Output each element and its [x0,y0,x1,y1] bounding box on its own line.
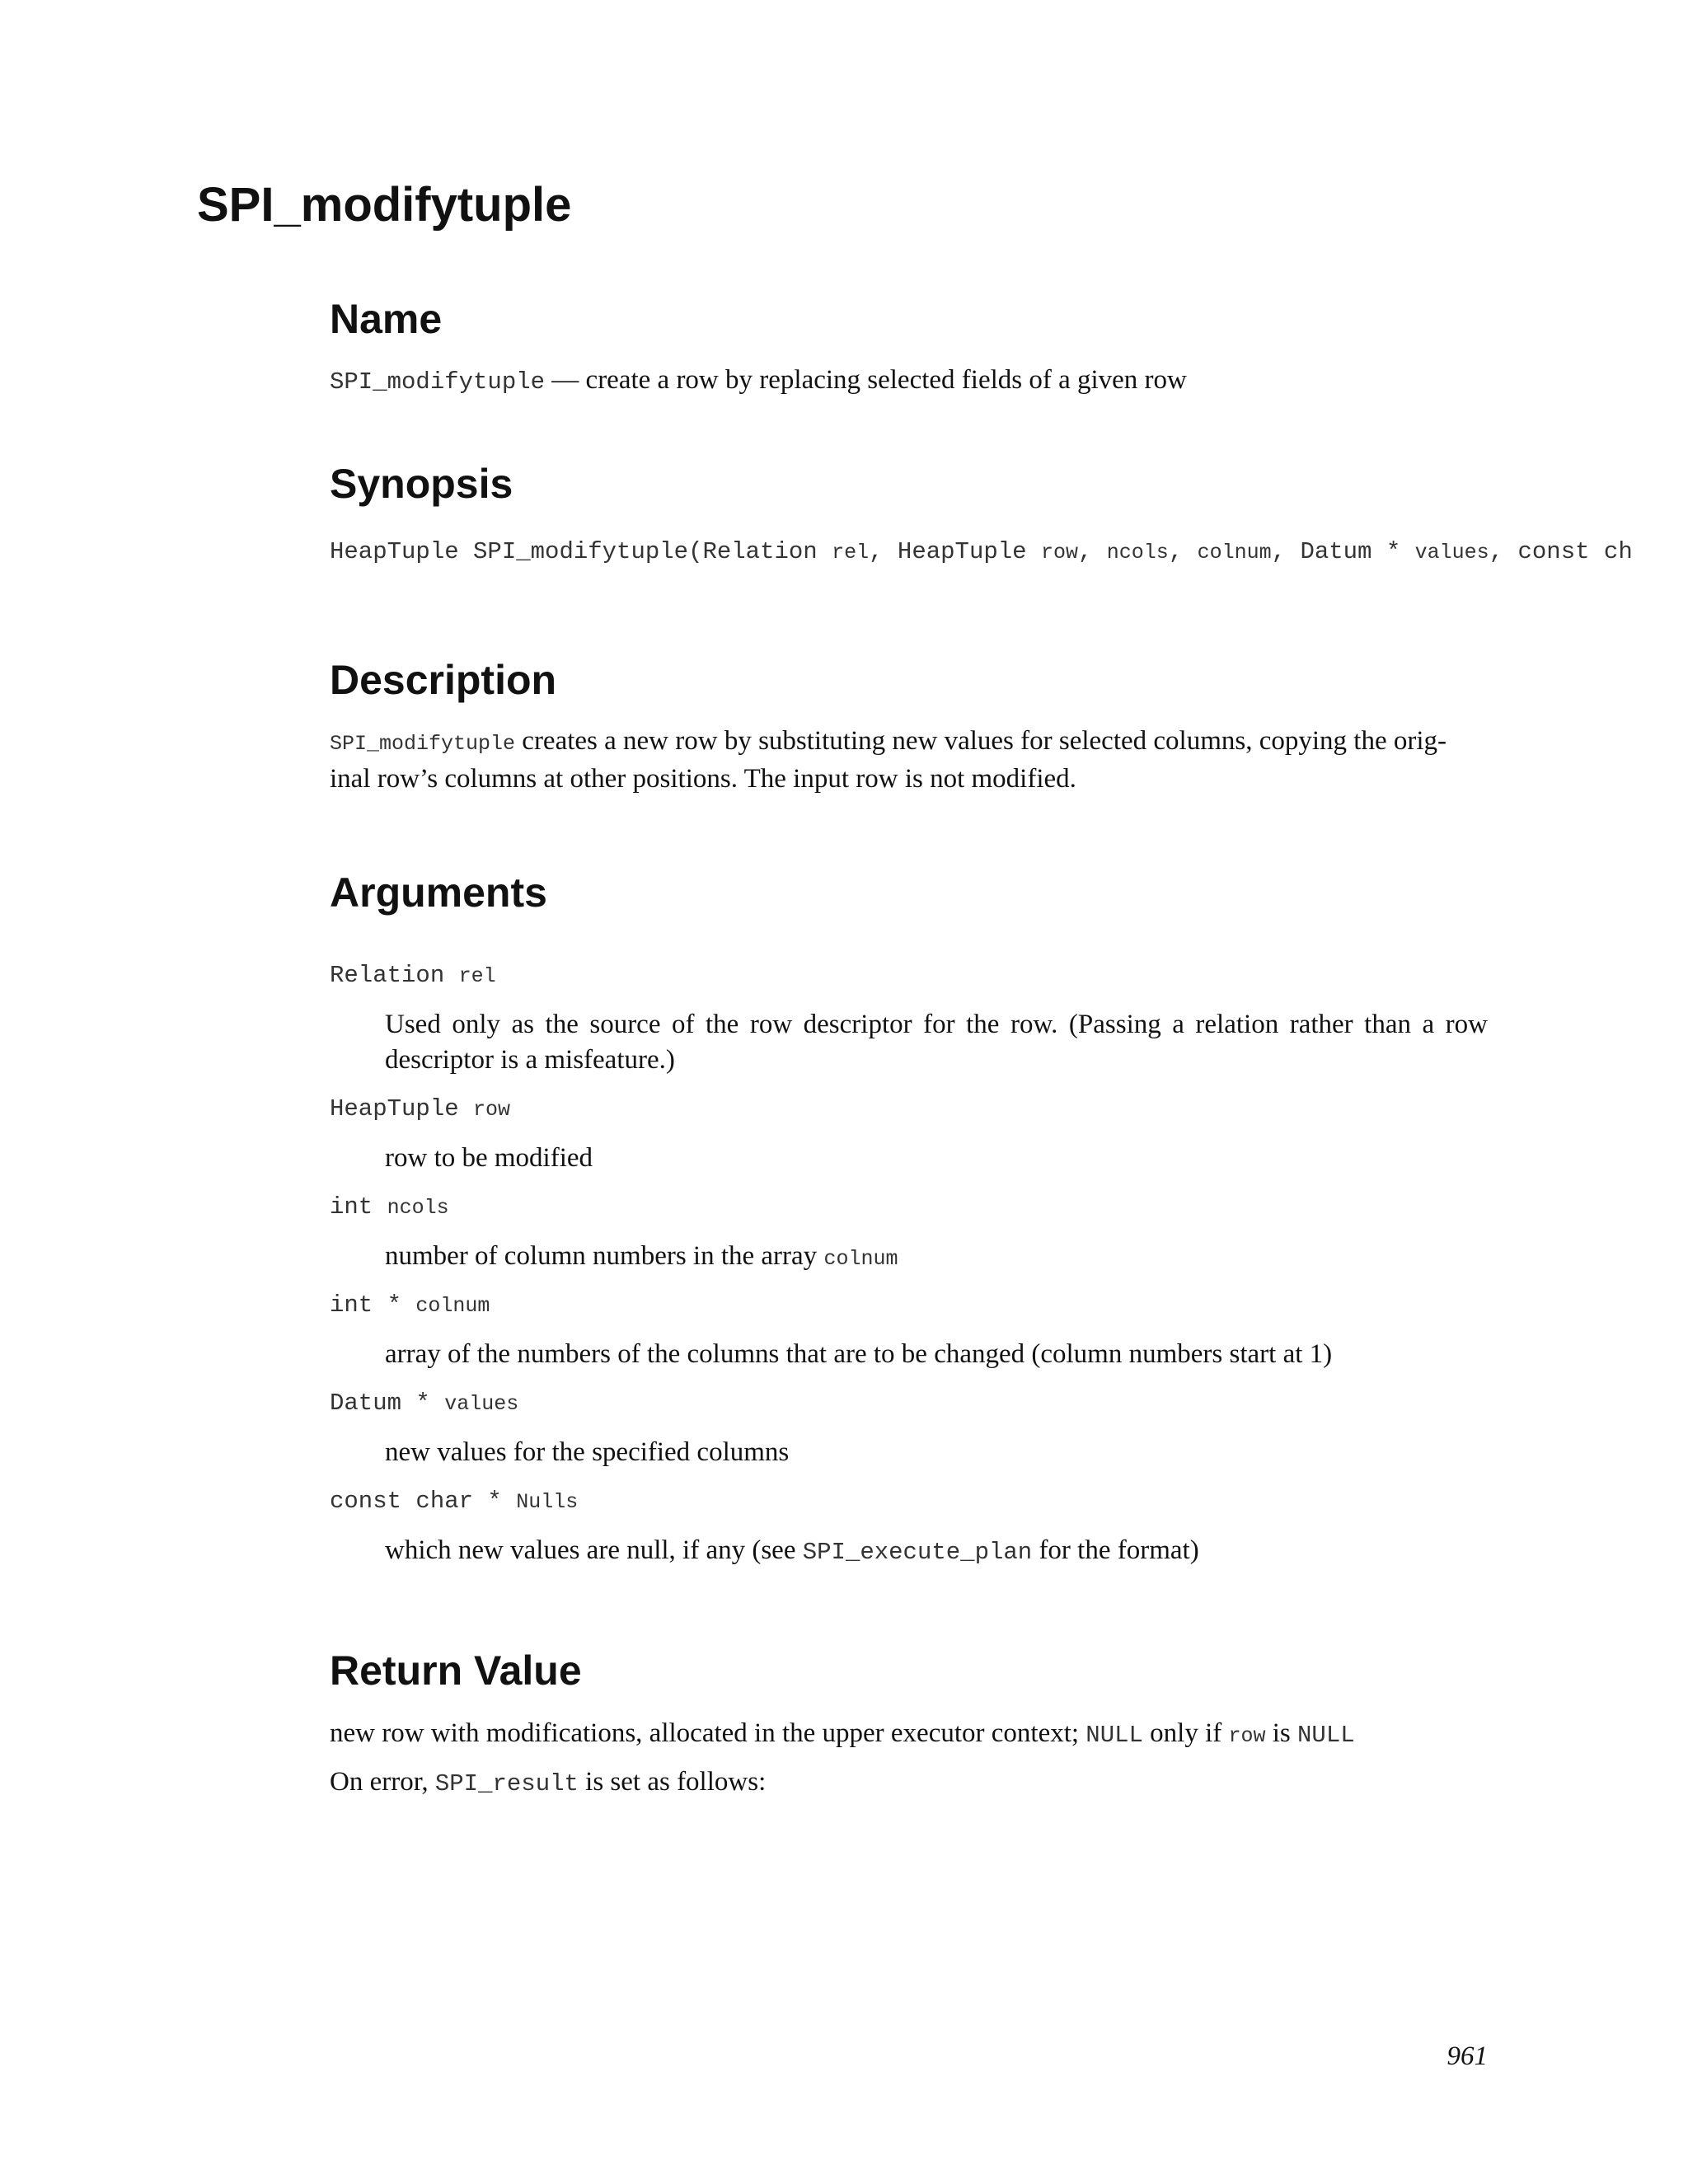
argument-name: colnum [415,1294,490,1318]
synopsis-code-part: , Datum * [1271,538,1415,565]
function-summary: — create a row by replacing selected fields of a given row [545,365,1187,395]
argument-type: HeapTuple [330,1095,474,1122]
synopsis-code-part: , [1168,538,1198,565]
synopsis-code-part: , const ch [1489,538,1633,565]
return-value-line-2 [330,1765,766,1802]
argument-description-line-1: Used only as the source of the row descriptor for the row. (Passing a relation rather than a row [385,1010,1488,1039]
function-name: SPI_modifytuple [330,368,546,396]
synopsis-code-part: , HeapTuple [869,538,1041,565]
argument-description-code: SPI_execute_plan [802,1539,1033,1566]
argument-term [330,961,496,993]
argument-description-text: for the format) [1032,1535,1199,1565]
return-value-line-1 [330,1716,1355,1754]
synopsis-code [330,536,1688,571]
page-number: 961 [1447,2041,1488,2071]
null-code: NULL [1085,1722,1143,1749]
synopsis-code-part: , [1077,538,1107,565]
synopsis-parameter: colnum [1197,541,1272,565]
argument-name: Nulls [516,1490,579,1514]
argument-description: array of the numbers of the columns that are to be changed (column numbers start at 1) [385,1339,1333,1369]
argument-type: const char * [330,1488,517,1515]
row-code: row [1228,1724,1266,1748]
argument-name: ncols [387,1196,449,1220]
synopsis-parameter: rel [832,541,870,565]
argument-type: Relation [330,962,459,989]
synopsis-parameter: row [1040,541,1078,565]
description-line-1: creates a new row by substituting new values for selected columns, copying the orig- [515,726,1447,756]
description-code: SPI_modifytuple [330,732,516,756]
return-text: new row with modifications, allocated in the upper executor context; [330,1718,1086,1748]
name-line [330,363,1187,400]
page-title: SPI_modifytuple [197,178,572,232]
return-text: is [1265,1718,1298,1748]
argument-term [330,1389,518,1421]
argument-description: row to be modified [385,1143,593,1173]
argument-description-line-2: descriptor is a misfeature.) [385,1045,675,1075]
argument-term [330,1291,490,1323]
argument-term [330,1487,578,1519]
return-text: On error, [330,1767,435,1797]
argument-term [330,1094,510,1127]
argument-name: rel [458,964,496,988]
return-value-heading: Return Value [330,1647,582,1694]
synopsis-parameter: ncols [1106,541,1169,565]
description-line-2: inal row’s columns at other positions. The input row is not modified. [330,764,1076,794]
argument-name: row [473,1098,511,1122]
argument-type: Datum * [330,1390,445,1417]
synopsis-parameter: values [1414,541,1489,565]
spi-result-code: SPI_result [434,1770,579,1797]
argument-description [385,1533,1488,1570]
return-text: only if [1142,1718,1229,1748]
argument-name: values [444,1392,519,1416]
description-paragraph [330,724,1488,797]
argument-type: int [330,1193,387,1221]
argument-description-text: number of column numbers in the array [385,1241,824,1271]
argument-description [385,1239,1488,1277]
synopsis-code-part: HeapTuple SPI_modifytuple(Relation [330,538,832,565]
argument-description: new values for the specified columns [385,1437,790,1467]
synopsis-heading: Synopsis [330,461,513,507]
arguments-heading: Arguments [330,869,547,916]
argument-description-text: which new values are null, if any (see [385,1535,803,1565]
description-heading: Description [330,657,557,703]
null-code: NULL [1297,1722,1355,1749]
argument-term [330,1193,449,1225]
name-heading: Name [330,296,443,342]
return-text: is set as follows: [578,1767,767,1797]
argument-type: int * [330,1291,416,1319]
argument-description [385,1007,1488,1078]
argument-description-code: colnum [823,1247,898,1271]
